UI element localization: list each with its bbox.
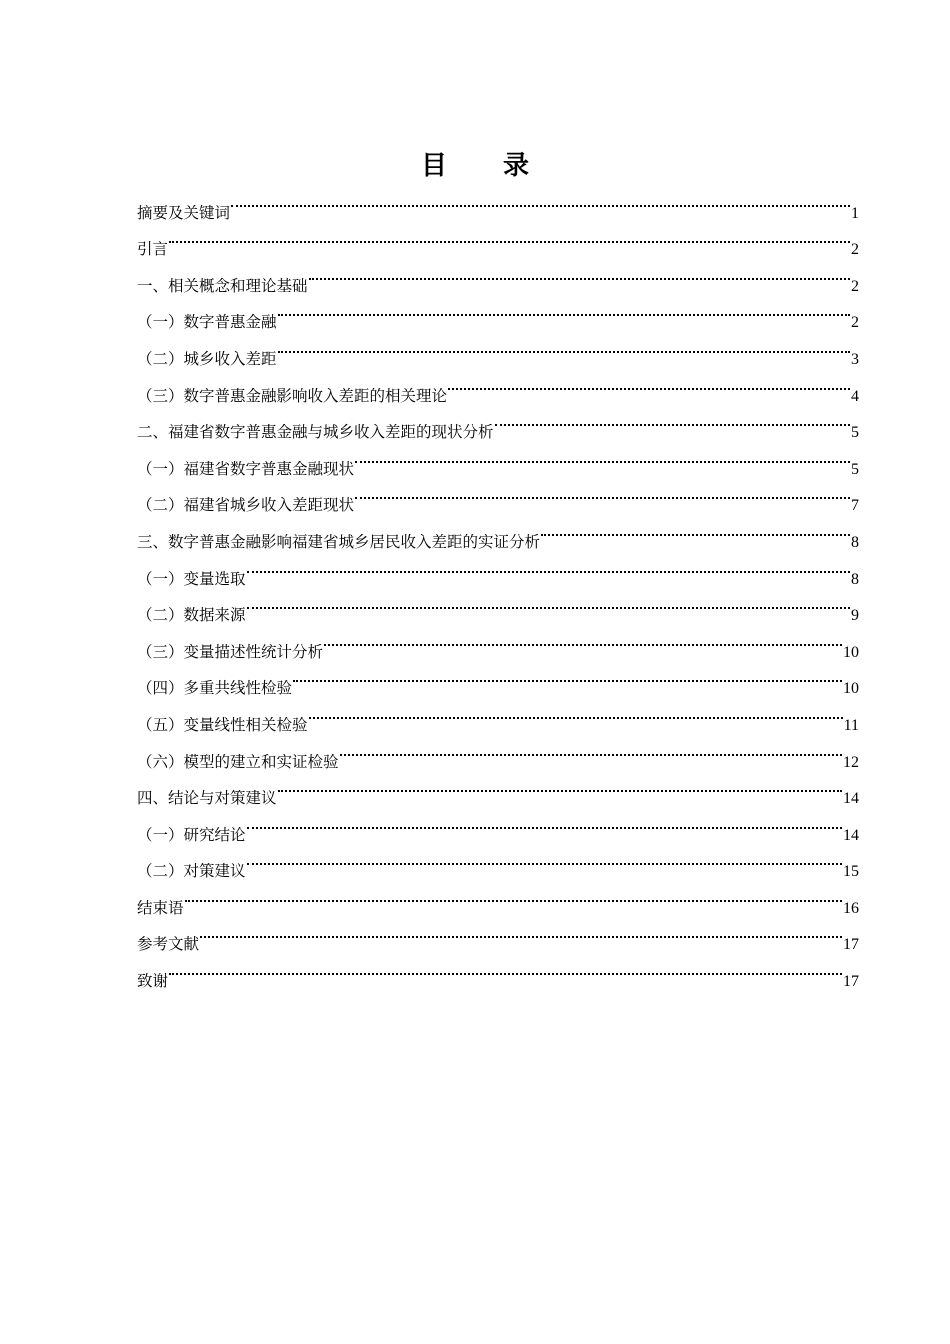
toc-entry-page: 4 bbox=[851, 387, 859, 405]
toc-entry-page: 12 bbox=[843, 753, 859, 771]
toc-entry-label: 二、福建省数字普惠金融与城乡收入差距的现状分析 bbox=[137, 423, 494, 442]
toc-entry-page: 9 bbox=[851, 607, 859, 625]
dot-leader bbox=[324, 620, 842, 657]
toc-entry-page: 2 bbox=[851, 314, 859, 332]
toc-entry-page: 8 bbox=[851, 570, 859, 588]
dot-leader bbox=[247, 840, 842, 877]
toc-entry-label: 摘要及关键词 bbox=[137, 203, 231, 222]
toc-entry-page: 17 bbox=[843, 936, 859, 954]
toc-entry-label: 致谢 bbox=[137, 972, 169, 991]
dot-leader bbox=[200, 913, 842, 950]
dot-leader bbox=[355, 474, 850, 511]
toc-entry-page: 1 bbox=[851, 204, 859, 222]
dot-leader bbox=[185, 876, 842, 913]
dot-leader bbox=[169, 949, 842, 986]
dot-leader bbox=[495, 401, 850, 438]
toc-entry-page: 2 bbox=[851, 277, 859, 295]
toc-entry-label: （三）数字普惠金融影响收入差距的相关理论 bbox=[137, 386, 448, 405]
table-of-contents bbox=[137, 181, 859, 991]
toc-entry[interactable] bbox=[137, 181, 859, 222]
toc-title-part1: 目 bbox=[420, 151, 447, 181]
toc-entry-label: （二）数据来源 bbox=[137, 606, 246, 625]
toc-entry-label: （一）研究结论 bbox=[137, 825, 246, 844]
toc-entry[interactable] bbox=[137, 218, 859, 259]
dot-leader bbox=[231, 181, 850, 218]
toc-entry-page: 14 bbox=[843, 826, 859, 844]
toc-entry[interactable] bbox=[137, 254, 859, 295]
dot-leader bbox=[355, 437, 850, 474]
dot-leader bbox=[247, 803, 842, 840]
toc-entry-page: 14 bbox=[843, 790, 859, 808]
toc-entry-page: 15 bbox=[843, 863, 859, 881]
dot-leader bbox=[247, 584, 850, 621]
toc-entry-label: （五）变量线性相关检验 bbox=[137, 715, 308, 734]
toc-entry-page: 16 bbox=[843, 899, 859, 917]
dot-leader bbox=[340, 730, 842, 767]
toc-entry-page: 2 bbox=[851, 241, 859, 259]
toc-entry-label: 参考文献 bbox=[137, 935, 200, 954]
toc-entry-label: （二）城乡收入差距 bbox=[137, 349, 277, 368]
toc-entry-label: （一）福建省数字普惠金融现状 bbox=[137, 459, 355, 478]
toc-entry-page: 10 bbox=[843, 680, 859, 698]
dot-leader bbox=[278, 291, 850, 328]
toc-entry-page: 5 bbox=[851, 460, 859, 478]
toc-entry-page: 7 bbox=[851, 497, 859, 515]
toc-entry-label: 结束语 bbox=[137, 898, 184, 917]
toc-entry-page: 10 bbox=[843, 643, 859, 661]
toc-entry-label: （一）数字普惠金融 bbox=[137, 313, 277, 332]
dot-leader bbox=[309, 693, 843, 730]
toc-entry-page: 11 bbox=[843, 716, 859, 734]
toc-entry-label: 引言 bbox=[137, 240, 169, 259]
toc-title-part2: 录 bbox=[503, 151, 530, 181]
toc-entry[interactable] bbox=[137, 913, 859, 954]
toc-entry-page: 17 bbox=[843, 973, 859, 991]
dot-leader bbox=[541, 510, 850, 547]
dot-leader bbox=[309, 254, 850, 291]
toc-entry-label: 四、结论与对策建议 bbox=[137, 789, 277, 808]
toc-entry[interactable] bbox=[137, 876, 859, 917]
toc-entry-label: （一）变量选取 bbox=[137, 569, 246, 588]
dot-leader bbox=[247, 547, 850, 584]
toc-entry-label: （六）模型的建立和实证检验 bbox=[137, 752, 339, 771]
toc-title bbox=[0, 145, 950, 182]
toc-entry-label: （二）福建省城乡收入差距现状 bbox=[137, 496, 355, 515]
toc-entry[interactable] bbox=[137, 949, 859, 991]
dot-leader bbox=[293, 657, 842, 694]
dot-leader bbox=[448, 364, 850, 401]
dot-leader bbox=[278, 327, 850, 364]
toc-entry-page: 3 bbox=[851, 350, 859, 368]
toc-entry-label: 一、相关概念和理论基础 bbox=[137, 276, 308, 295]
toc-entry-label: （二）对策建议 bbox=[137, 862, 246, 881]
toc-entry-page: 8 bbox=[851, 533, 859, 551]
toc-entry-label: （四）多重共线性检验 bbox=[137, 679, 293, 698]
toc-entry-label: （三）变量描述性统计分析 bbox=[137, 642, 324, 661]
dot-leader bbox=[169, 218, 850, 255]
dot-leader bbox=[278, 767, 842, 804]
toc-entry-label: 三、数字普惠金融影响福建省城乡居民收入差距的实证分析 bbox=[137, 532, 541, 551]
toc-entry-page: 5 bbox=[851, 424, 859, 442]
